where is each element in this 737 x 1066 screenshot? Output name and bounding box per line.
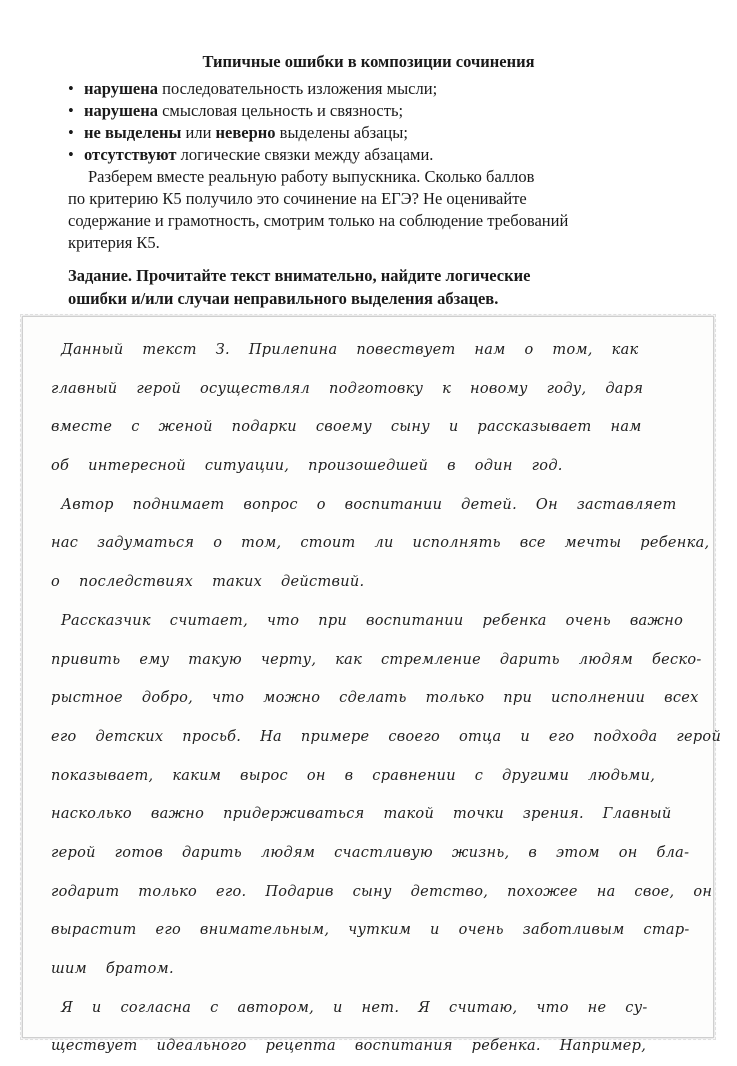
handwritten-line: вырастит его внимательным, чутким и очень заботливым стар- bbox=[51, 922, 690, 939]
error-list bbox=[68, 78, 688, 166]
handwritten-line: ществует идеального рецепта воспитания ребенка. Например, bbox=[51, 1038, 647, 1055]
handwritten-essay-sheet bbox=[22, 316, 722, 1055]
handwritten-line: насколько важно придерживаться такой точки зрения. Главный bbox=[51, 806, 672, 823]
handwritten-line: нас задуматься о том, стоит ли исполнять все мечты ребенка, bbox=[51, 535, 710, 552]
handwritten-line: Я и согласна с автором, и нет. Я считаю, что не су- bbox=[61, 999, 648, 1016]
bullet-icon: • bbox=[68, 101, 74, 120]
bullet-icon: • bbox=[68, 79, 74, 98]
list-item: • нарушена последовательность изложения мысли; bbox=[68, 79, 438, 98]
handwritten-line: об интересной ситуации, произошедшей в один год. bbox=[51, 458, 563, 475]
list-item: • нарушена смысловая цельность и связность; bbox=[68, 101, 404, 120]
handwritten-line: показывает, каким вырос он в сравнении с другими людьми, bbox=[51, 767, 656, 784]
list-item: • отсутствуют логические связки между абзацами. bbox=[68, 145, 434, 164]
handwritten-line: рыстное добро, что можно сделать только при исполнении всех bbox=[51, 690, 699, 707]
handwritten-line: Рассказчик считает, что при воспитании ребенка очень важно bbox=[61, 612, 684, 629]
handwritten-line: привить ему такую черту, как стремление дарить людям беско- bbox=[51, 651, 702, 668]
list-item: • не выделены или неверно выделены абзацы; bbox=[68, 123, 408, 142]
bullet-icon: • bbox=[68, 123, 74, 142]
page-title: Типичные ошибки в композиции сочинения bbox=[202, 52, 535, 71]
handwritten-essay-text bbox=[51, 331, 722, 1066]
handwritten-line: Данный текст З. Прилепина повествует нам о том, как bbox=[61, 342, 639, 358]
handwritten-line: шим братом. bbox=[51, 961, 174, 977]
task-statement: Задание. Прочитайте текст внимательно, найдите логические ошибки и/или случаи неправильного выделения абзацев. bbox=[68, 266, 531, 308]
handwritten-line: главный герой осуществлял подготовку к новому году, даря bbox=[51, 380, 644, 397]
bullet-icon: • bbox=[68, 145, 74, 164]
handwritten-line: его детских просьб. На примере своего отца и его подхода герой bbox=[51, 728, 722, 745]
handwritten-line: герой готов дарить людям счастливую жизнь, в этом он бла- bbox=[51, 844, 690, 861]
handwritten-line: о последствиях таких действий. bbox=[51, 574, 365, 591]
handwritten-line: годарит только его. Подарив сыну детство, похожее на свое, он bbox=[51, 883, 713, 900]
handwritten-line: Автор поднимает вопрос о воспитании детей. Он заставляет bbox=[61, 496, 677, 513]
intro-paragraph: Разберем вместе реальную работу выпускника. Сколько баллов по критерию К5 получило это сочинение на ЕГЭ? Не оценивайте содержание и грамотность, смотрим только на соблюдение требований критерия К5. bbox=[68, 167, 569, 252]
handwritten-line: вместе с женой подарки своему сыну и рассказывает нам bbox=[51, 419, 642, 436]
